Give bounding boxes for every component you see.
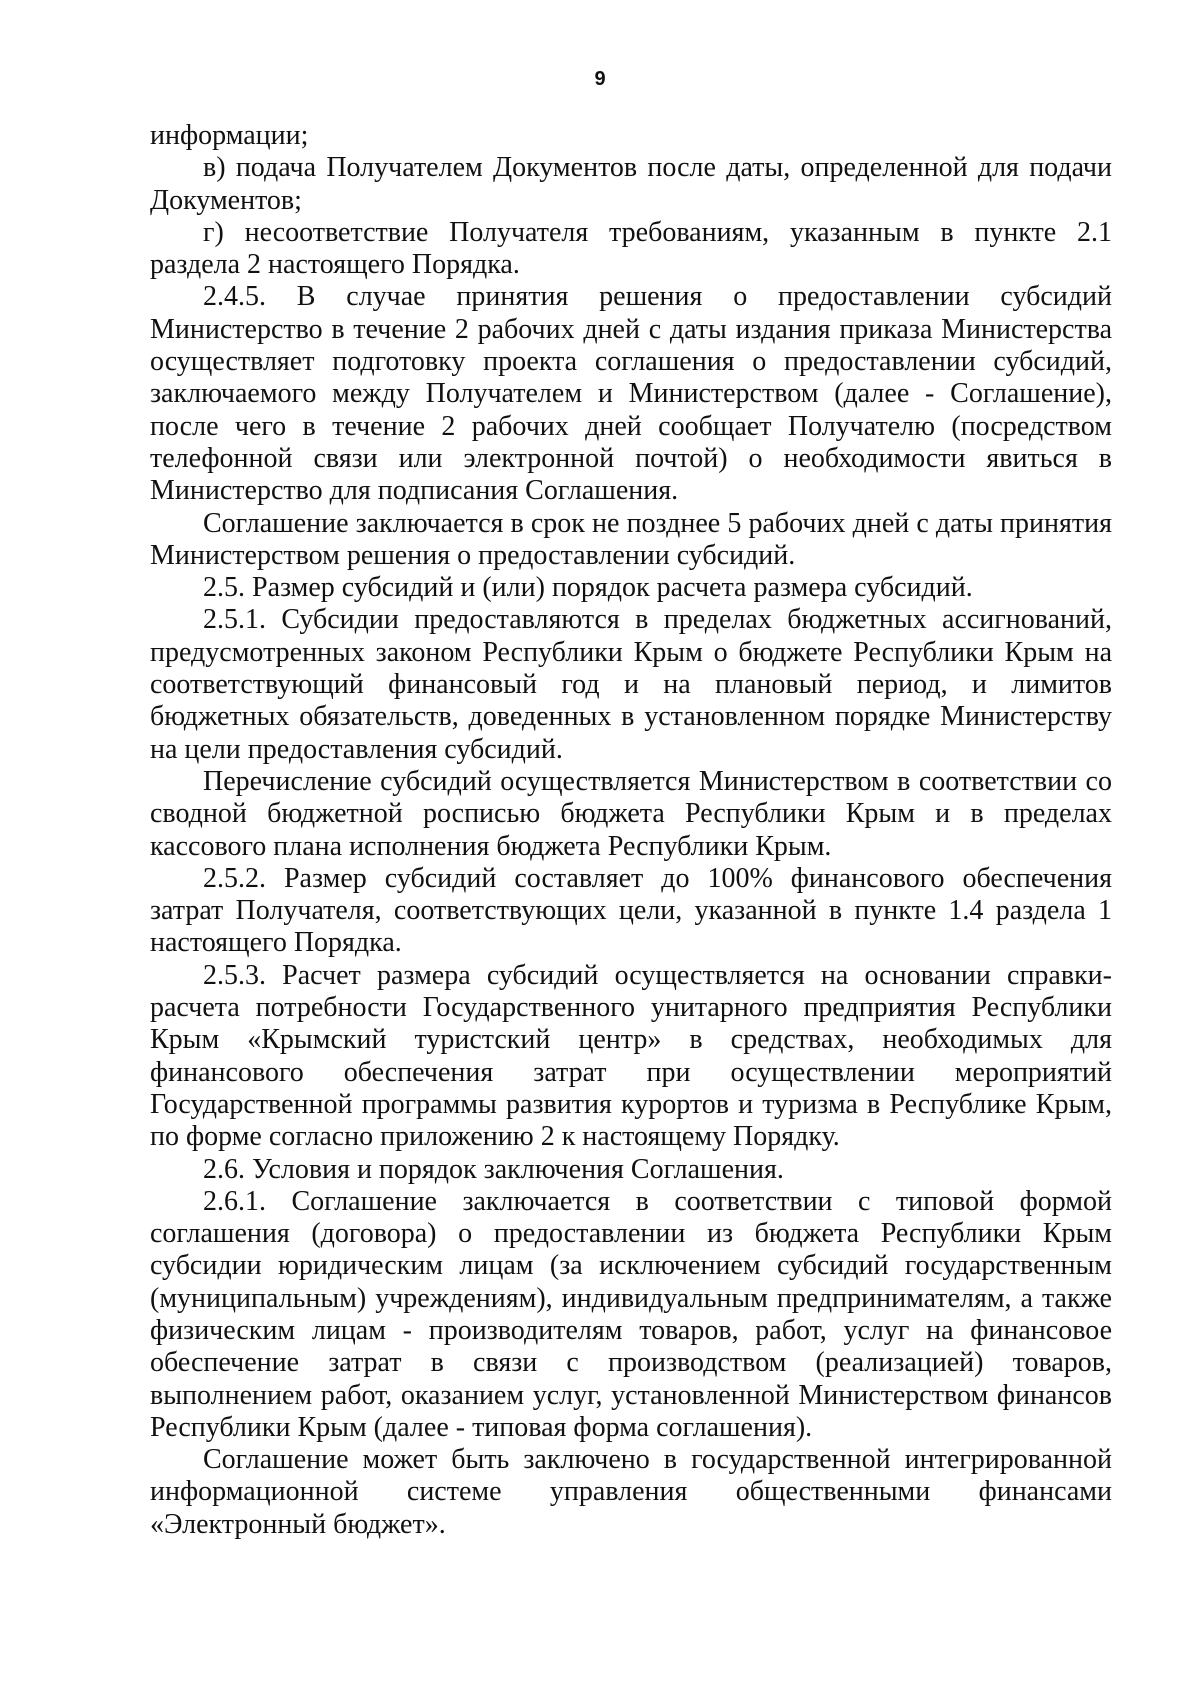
- section-heading: 2.6. Условия и порядок заключения Соглашения.: [203, 1153, 784, 1185]
- document-body: [150, 120, 1112, 1541]
- paragraph: 2.4.5. В случае принятия решения о предоставлении субсидий Министерство в течение 2 рабочих дней с даты издания приказа Министерства осуществляет подготовку проекта соглашения о предоставлении субсидий, заключаемого между Получателем и Министерством (далее - Соглашение), после чего в течение 2 рабочих дней сообщает Получателю (посредством телефонной связи или электронной почтой) о необходимости явиться в Министерство для подписания Соглашения.: [150, 281, 1112, 507]
- paragraph: г) несоответствие Получателя требованиям, указанным в пункте 2.1 раздела 2 настоящего Порядка.: [150, 216, 1112, 281]
- paragraph: 2.6.1. Соглашение заключается в соответствии с типовой формой соглашения (договора) о предоставлении из бюджета Республики Крым субсидии юридическим лицам (за исключением субсидий государственным (муниципальным) учреждениям), индивидуальным предпринимателям, а также физическим лицам - производителям товаров, работ, услуг на финансовое обеспечение затрат в связи с производством (реализацией) товаров, выполнением работ, оказанием услуг, установленной Министерством финансов Республики Крым (далее - типовая форма соглашения).: [150, 1185, 1112, 1443]
- page-number: 9: [594, 68, 606, 90]
- paragraph: в) подача Получателем Документов после даты, определенной для подачи Документов;: [150, 152, 1112, 216]
- section-heading: 2.5. Размер субсидий и (или) порядок расчета размера субсидий.: [203, 572, 973, 604]
- paragraph: 2.5.3. Расчет размера субсидий осуществляется на основании справки-расчета потребности Государственного унитарного предприятия Республики Крым «Крымский туристский центр» в средствах, необходимых для финансового обеспечения затрат при осуществлении мероприятий Государственной программы развития курортов и туризма в Республике Крым, по форме согласно приложению 2 к настоящему Порядку.: [150, 959, 1112, 1153]
- paragraph: Перечисление субсидий осуществляется Министерством в соответствии со сводной бюджетной росписью бюджета Республики Крым и в пределах кассового плана исполнения бюджета Республики Крым.: [150, 765, 1112, 862]
- paragraph: информации;: [150, 120, 309, 151]
- paragraph: Соглашение заключается в срок не позднее 5 рабочих дней с даты принятия Министерством решения о предоставлении субсидий.: [150, 507, 1112, 571]
- paragraph: Соглашение может быть заключено в государственной интегрированной информационной системе управления общественными финансами «Электронный бюджет».: [150, 1444, 1112, 1540]
- paragraph: 2.5.1. Субсидии предоставляются в пределах бюджетных ассигнований, предусмотренных законом Республики Крым о бюджете Республики Крым на соответствующий финансовый год и на плановый период, и лимитов бюджетных обязательств, доведенных в установленном порядке Министерству на цели предоставления субсидий.: [150, 604, 1112, 765]
- paragraph: 2.5.2. Размер субсидий составляет до 100% финансового обеспечения затрат Получателя, соответствующих цели, указанной в пункте 1.4 раздела 1 настоящего Порядка.: [150, 862, 1112, 959]
